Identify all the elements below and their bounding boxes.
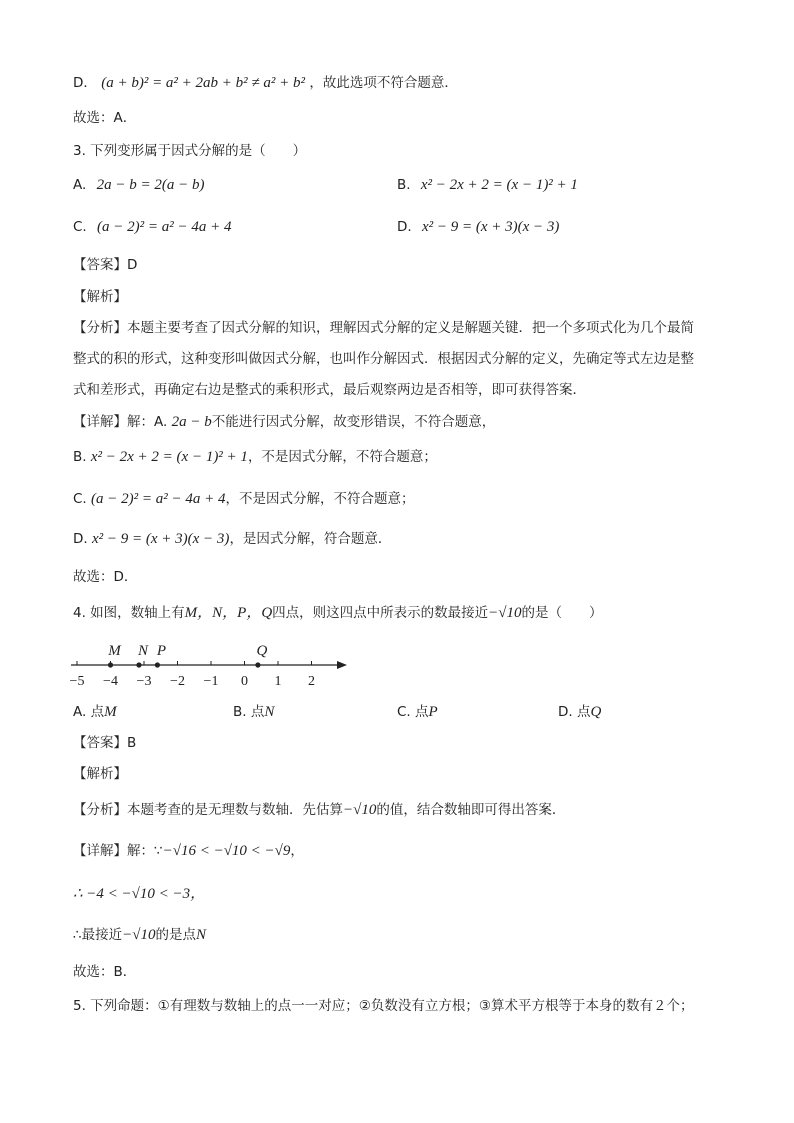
number-line-tick-label: −1 (203, 674, 219, 689)
number-line-tick-label: 1 (274, 674, 282, 689)
q3-xiangjie-c: C. (a − 2)² = a² − 4a + 4，不是因式分解，不符合题意； (73, 491, 415, 507)
q3-fenxi-line-3: 式和差形式，再确定右边是整式的乘积形式，最后观察两边是否相等，即可获得答案． (73, 382, 586, 398)
q3-xiangjie-a: 【详解】解：A. 2a − b不能进行因式分解，故变形错误，不符合题意， (73, 414, 496, 430)
q4-option-a: A. 点M (73, 704, 117, 720)
number-line-point-n (136, 662, 141, 667)
number-line-tick-label: 2 (308, 674, 315, 689)
q3-fenxi-line-1: 【分析】本题主要考查了因式分解的知识，理解因式分解的定义是解题关键．把一个多项式化为几个最简 (73, 320, 694, 336)
q3-option-d: D. x² − 9 = (x + 3)(x − 3) (397, 219, 560, 235)
q3-option-b: B. x² − 2x + 2 = (x − 1)² + 1 (397, 177, 578, 193)
top-choose: 故选：A． (73, 110, 137, 126)
q3-stem: 3. 下列变形属于因式分解的是（ ） (73, 143, 307, 159)
number-line-point-label: M (108, 643, 121, 659)
number-line-point-m (108, 662, 113, 667)
q4-choose: 故选：B． (73, 964, 137, 980)
number-line-point-label: P (156, 643, 166, 659)
q3-option-a: A. 2a − b = 2(a − b) (73, 177, 205, 193)
number-line-tick-label: −2 (170, 674, 185, 689)
number-line-point-p (155, 662, 160, 667)
q4-stem: 4. 如图，数轴上有M，N，P，Q四点，则这四点中所表示的数最接近−√10的是（ ） (73, 605, 603, 621)
q3-fenxi-line-2: 整式的积的形式，这种变形叫做因式分解，也叫作分解因式．根据因式分解的定义，先确定等式左边是整 (73, 351, 694, 367)
q4-answer: 【答案】B (73, 735, 137, 751)
q4-fenxi: 【分析】本题考查的是无理数与数轴．先估算−√10的值，结合数轴即可得出答案． (73, 802, 566, 818)
q5-stem: 5. 下列命题：①有理数与数轴上的点一一对应；②负数没有立方根；③算术平方根等于本身的数有２个； (73, 998, 694, 1014)
number-line-tick-label: −5 (69, 674, 85, 689)
q3-analysis-tag: 【解析】 (73, 289, 127, 305)
q4-option-b: B. 点N (233, 704, 275, 720)
q4-option-d: D. 点Q (558, 704, 602, 720)
number-line-point-label: Q (256, 643, 268, 659)
q4-xiangjie-2: ∴ −4 < −√10 < −3， (73, 886, 206, 902)
q4-xiangjie-3: ∴最接近−√10的是点N (73, 927, 206, 943)
q4-xiangjie-1: 【详解】解：∵−√16 < −√10 < −√9， (73, 843, 304, 859)
q4-option-c: C. 点P (397, 704, 438, 720)
number-line-tick-label: −4 (103, 674, 118, 689)
q3-xiangjie-b: B. x² − 2x + 2 = (x − 1)² + 1，不是因式分解，不符合题意； (73, 449, 437, 465)
number-line-point-label: N (137, 643, 148, 659)
q3-option-c: C. (a − 2)² = a² − 4a + 4 (73, 219, 232, 235)
number-line-tick-label: −3 (136, 674, 152, 689)
number-line-arrow-icon (337, 661, 347, 669)
q3-xiangjie-d: D. x² − 9 = (x + 3)(x − 3)，是因式分解，符合题意． (73, 531, 392, 547)
q3-answer: 【答案】D (73, 257, 138, 273)
number-line (65, 630, 365, 690)
q4-analysis-tag: 【解析】 (73, 766, 127, 782)
d-option-line: D． (a + b)² = a² + 2ab + b² ≠ a² + b² ，故此选项不符合题意． (73, 75, 458, 91)
number-line-point-q (255, 662, 260, 667)
d-option-math: (a + b)² = a² + 2ab + b² ≠ a² + b² (101, 75, 306, 91)
number-line-tick-label: 0 (241, 674, 248, 689)
q3-choose: 故选：D． (73, 569, 138, 585)
